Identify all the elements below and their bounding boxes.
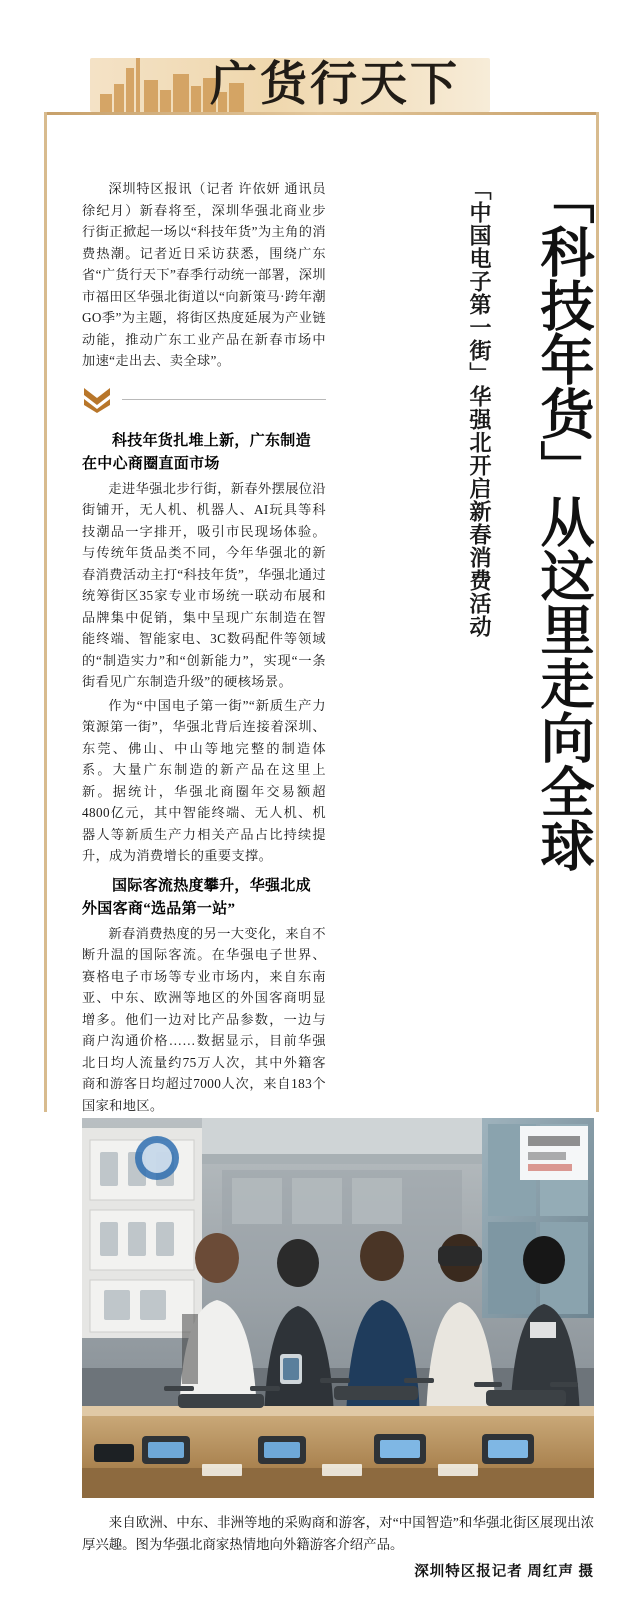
masthead-rule bbox=[44, 112, 596, 115]
photo-byline: 深圳特区报记者 周红声 摄 bbox=[414, 1564, 594, 1580]
section-subhead-2: 国际客流热度攀升，华强北成外国客商“选品第一站” bbox=[82, 877, 311, 917]
section-2-paragraph-1: 新春消费热度的另一大变化，来自不断升温的国际客流。在华强电子世界、赛格电子市场等专业市场内，来自东南亚、中东、欧洲等地区的外国客商明显增多。他们一边对比产品参数，一边与商户沟通价格……数据显示，目前华强北日均人流量约75万人次，其中外籍客商和游客日均超过7000人次，来自183个国家和地区。 bbox=[82, 925, 326, 1113]
section-divider bbox=[82, 378, 326, 422]
article-photo bbox=[82, 1118, 594, 1498]
section-1-paragraph-2: 作为“中国电子第一街”“新质生产力策源第一街”，华强北背后连接着深圳、东莞、佛山、中山等地完整的制造体系。大量广东制造的新产品在这里上新。据统计，华强北商圈年交易额超4800亿元，其中智能终端、无人机、机器人等新质生产力相关产品占比持续提升，成为消费增长的重要支撑。 bbox=[82, 697, 326, 863]
section-1-paragraph-1: 走进华强北步行街，新春外摆展位沿街铺开，无人机、机器人、AI玩具等科技潮品一字排开，吸引市民现场体验。与传统年货品类不同，今年华强北的新春消费活动主打“科技年货”，华强北通过统筹街区35家专业市场统一联动布展和品牌集中促销，集中呈现广东制造在智能终端、智能家电、3C数码配件等领域的“制造实力”和“创新能力”，实现“一条街看见广东制造升级”的硬核场景。 bbox=[82, 480, 326, 689]
page-frame-right bbox=[596, 112, 599, 1112]
chevron-down-icon bbox=[82, 386, 112, 414]
photo-caption: 来自欧洲、中东、非洲等地的采购商和游客，对“中国智造”和华强北街区展现出浓厚兴趣。图为华强北商家热情地向外籍游客介绍产品。 bbox=[82, 1515, 594, 1552]
section-subhead-1: 科技年货扎堆上新，广东制造在中心商圈直面市场 bbox=[82, 432, 311, 472]
article-photo-illustration bbox=[82, 1118, 594, 1498]
article-body bbox=[82, 178, 326, 1249]
article-lead-text: 新春将至，深圳华强北商业步行街正掀起一场以“科技年货”为主角的消费热潮。记者近日采访获悉，围绕广东省“广货行天下”春季行动统一部署，深圳市福田区华强北街道以“向新策马·跨年潮GO季”为主题，将街区热度延展为产业链动能，推动广东工业产品在新春市场中加速“走出去、卖全球”。 bbox=[82, 202, 326, 368]
headline-main: 「科技年货」从这里走向全球 bbox=[532, 170, 596, 872]
headline-block bbox=[384, 170, 594, 1070]
headline-subtitle: 「中国电子第一街」华强北开启新春消费活动 bbox=[467, 178, 492, 638]
masthead-title: 广货行天下 bbox=[210, 57, 460, 112]
article-dateline: 深圳特区报讯（记者 许依妍 通讯员 徐纪月） bbox=[82, 181, 326, 218]
divider-line bbox=[122, 399, 326, 400]
article-lead-paragraph bbox=[82, 178, 326, 372]
